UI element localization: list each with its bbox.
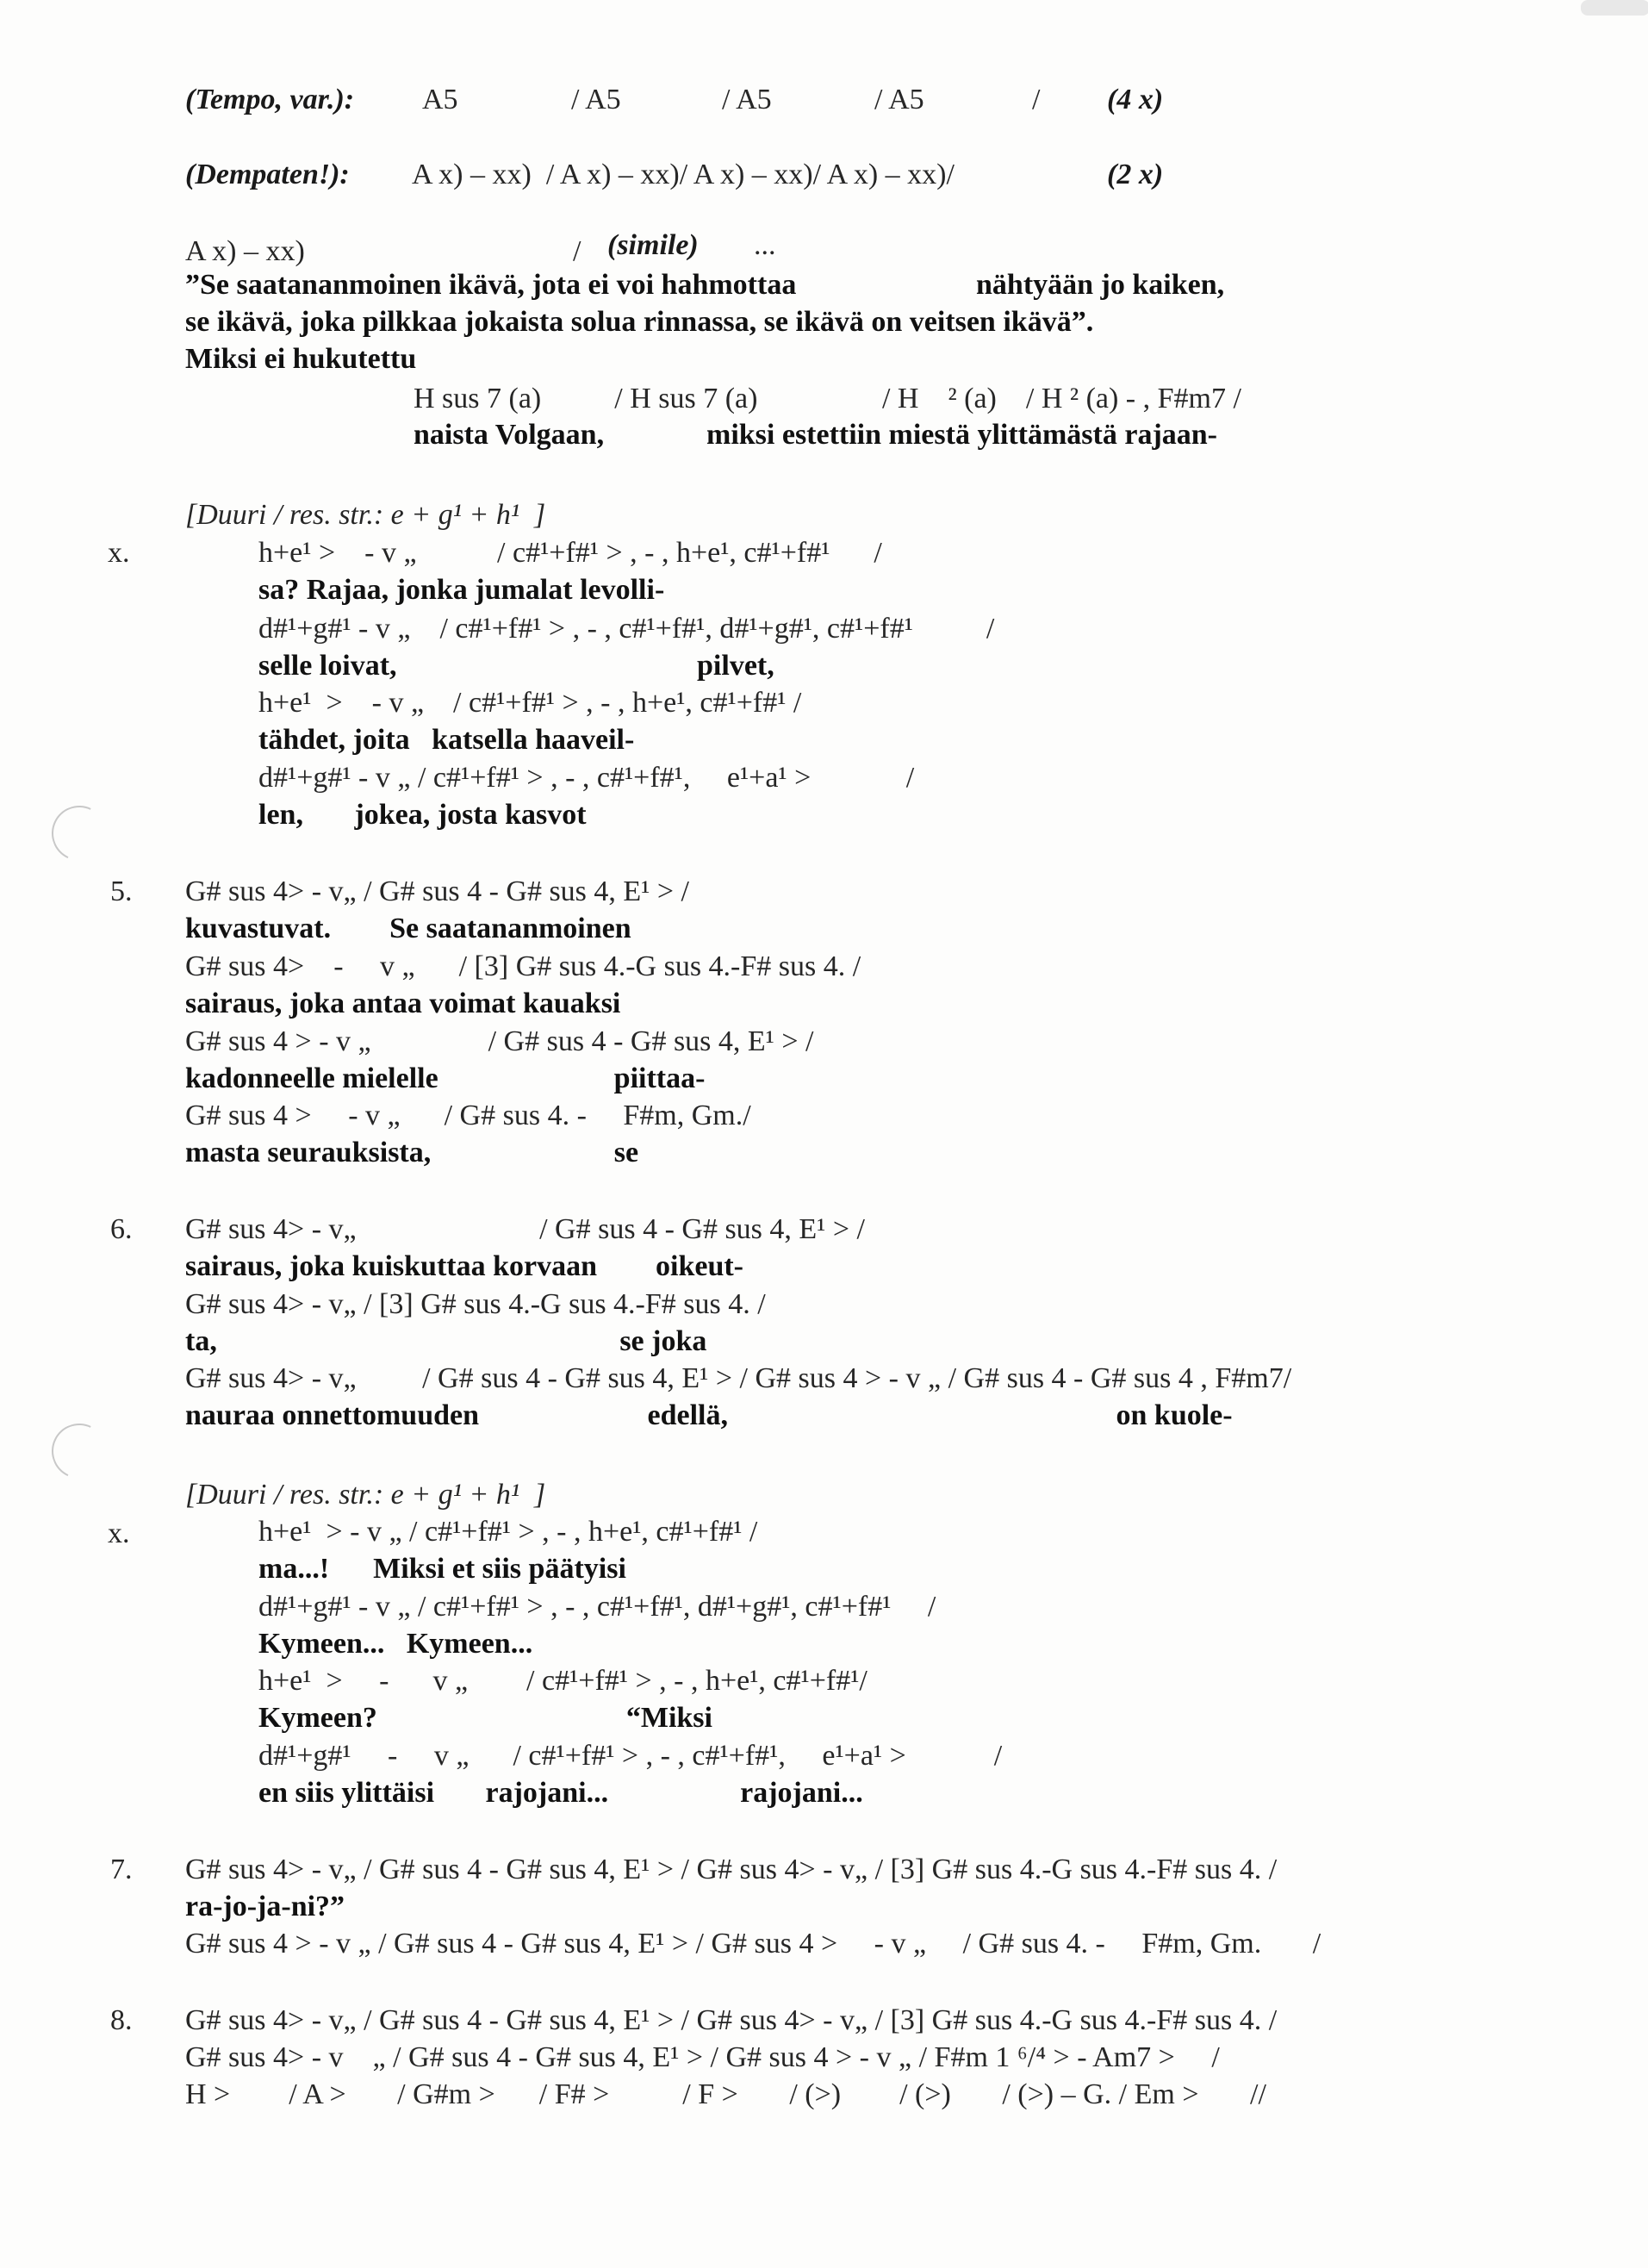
chord-line: G# sus 4> - v„ / G# sus 4 - G# sus 4, E¹ > / G# sus 4> - v„ / [3] G# sus 4.-G sus 4.-F# sus 4. /: [185, 1854, 1278, 1885]
chord-line: h+e¹ > - v „ / c#¹+f#¹ > , - , h+e¹, c#¹+f#¹ /: [258, 537, 882, 569]
punch-hole-mark: [44, 1416, 115, 1486]
lyric-line: miksi estettiin miestä ylittämästä rajaan-: [706, 419, 1218, 451]
chord-line: G# sus 4> - v„ / G# sus 4 - G# sus 4, E¹ > / G# sus 4> - v„ / [3] G# sus 4.-G sus 4.-F# sus 4. /: [185, 2004, 1278, 2036]
chord-line: d#¹+g#¹ - v „ / c#¹+f#¹ > , - , c#¹+f#¹, e¹+a¹ > /: [258, 1740, 1003, 1772]
lyric-line: en siis ylittäisi rajojani... rajojani...: [258, 1777, 863, 1809]
simile-slash: /: [573, 235, 581, 267]
chord-line: G# sus 4 > - v „ / G# sus 4 - G# sus 4, E¹ > /: [185, 1025, 814, 1057]
chord-line: H > / A > / G#m > / F# > / F > / (>) / (>) / (>) – G. / Em > //: [185, 2078, 1266, 2110]
punch-hole-mark: [44, 798, 115, 869]
section-marker: x.: [108, 537, 130, 569]
intro-ellipsis: ...: [754, 229, 776, 261]
lyric-line: tähdet, joita katsella haaveil-: [258, 724, 635, 756]
lyric-line: Kymeen... Kymeen...: [258, 1628, 533, 1660]
lyric-line: se ikävä, joka pilkkaa jokaista solua rinnassa, se ikävä on veitsen ikävä”.: [185, 306, 1094, 338]
duuri-note: [Duuri / res. str.: e + g¹ + h¹ ]: [185, 1479, 546, 1511]
chord-line: d#¹+g#¹ - v „ / c#¹+f#¹ > , - , c#¹+f#¹, d#¹+g#¹, c#¹+f#¹ /: [258, 613, 995, 645]
chord-line: G# sus 4> - v„ / [3] G# sus 4.-G sus 4.-F# sus 4. /: [185, 1288, 766, 1320]
duuri-note: [Duuri / res. str.: e + g¹ + h¹ ]: [185, 499, 546, 531]
tempo-bar: A5: [422, 84, 458, 115]
chord-line: h+e¹ > - v „ / c#¹+f#¹ > , - , h+e¹, c#¹+f#¹ /: [258, 1516, 758, 1548]
lyric-line: selle loivat, pilvet,: [258, 650, 774, 682]
lyric-line: masta seurauksista, se: [185, 1137, 639, 1168]
chord-line: H sus 7 (a) / H sus 7 (a) / H ² (a) / H ² (a) - , F#m7 /: [414, 383, 1241, 414]
lyric-line: naista Volgaan,: [414, 419, 605, 451]
chord-line: d#¹+g#¹ - v „ / c#¹+f#¹ > , - , c#¹+f#¹, e¹+a¹ > /: [258, 762, 915, 794]
chord-line: h+e¹ > - v „ / c#¹+f#¹ > , - , h+e¹, c#¹+f#¹/: [258, 1665, 868, 1697]
tempo-repeat: (4 x): [1107, 84, 1164, 115]
tempo-label: (Tempo, var.):: [185, 84, 355, 115]
tempo-bar: / A5: [722, 84, 772, 115]
lyric-line: Kymeen? “Miksi: [258, 1702, 712, 1734]
chord-line: G# sus 4 > - v „ / G# sus 4 - G# sus 4, E¹ > / G# sus 4 > - v „ / G# sus 4. - F#m, Gm. /: [185, 1928, 1322, 1960]
section-number: 7.: [110, 1854, 133, 1885]
tempo-bar: / A5: [874, 84, 924, 115]
chord-line: G# sus 4> - v„ / G# sus 4 - G# sus 4, E¹ > /: [185, 1213, 865, 1245]
dempaten-bars: A x) – xx) / A x) – xx)/ A x) – xx)/ A x) – xx)/: [412, 159, 955, 190]
lyric-line: ma...! Miksi et siis päätyisi: [258, 1553, 626, 1585]
lyric-line: ”Se saatananmoinen ikävä, jota ei voi hahmottaa: [185, 269, 797, 301]
tempo-bar: /: [1032, 84, 1041, 115]
lyric-line: nauraa onnettomuuden edellä, on kuole-: [185, 1399, 1233, 1431]
chord-line: G# sus 4 > - v „ / G# sus 4. - F#m, Gm./: [185, 1100, 751, 1131]
chord-line: G# sus 4> - v „ / [3] G# sus 4.-G sus 4.-F# sus 4. /: [185, 950, 861, 982]
lyric-line: nähtyään jo kaiken,: [976, 269, 1225, 301]
chord-line: d#¹+g#¹ - v „ / c#¹+f#¹ > , - , c#¹+f#¹, d#¹+g#¹, c#¹+f#¹ /: [258, 1591, 936, 1623]
lyric-line: sa? Rajaa, jonka jumalat levolli-: [258, 574, 665, 606]
chord-line: G# sus 4> - v „ / G# sus 4 - G# sus 4, E¹ > / G# sus 4 > - v „ / F#m 1 ⁶/⁴ > - Am7 > /: [185, 2041, 1220, 2073]
lyric-line: ra-jo-ja-ni?”: [185, 1891, 345, 1922]
dempaten-label: (Dempaten!):: [185, 159, 350, 190]
simile-mark: (simile): [607, 229, 699, 261]
section-number: 6.: [110, 1213, 133, 1245]
intro-chord-line: A x) – xx): [185, 235, 305, 267]
section-marker: x.: [108, 1517, 130, 1549]
paper-smudge: [1581, 0, 1648, 16]
lyric-line: ta, se joka: [185, 1325, 707, 1357]
lyric-line: kadonneelle mielelle piittaa-: [185, 1062, 706, 1094]
chord-line: h+e¹ > - v „ / c#¹+f#¹ > , - , h+e¹, c#¹+f#¹ /: [258, 687, 802, 719]
lyric-line: Miksi ei hukutettu: [185, 343, 417, 375]
section-number: 8.: [110, 2004, 133, 2036]
dempaten-repeat: (2 x): [1107, 159, 1164, 190]
lyric-line: len, jokea, josta kasvot: [258, 799, 587, 831]
section-number: 5.: [110, 875, 133, 907]
lyric-line: sairaus, joka kuiskuttaa korvaan oikeut-: [185, 1250, 744, 1282]
tempo-bar: / A5: [571, 84, 621, 115]
lyric-line: sairaus, joka antaa voimat kauaksi: [185, 988, 621, 1019]
chord-line: G# sus 4> - v„ / G# sus 4 - G# sus 4, E¹ > / G# sus 4 > - v „ / G# sus 4 - G# sus 4 , F#m7/: [185, 1362, 1292, 1394]
lyric-line: kuvastuvat. Se saatananmoinen: [185, 913, 631, 944]
chord-line: G# sus 4> - v„ / G# sus 4 - G# sus 4, E¹ > /: [185, 875, 689, 907]
